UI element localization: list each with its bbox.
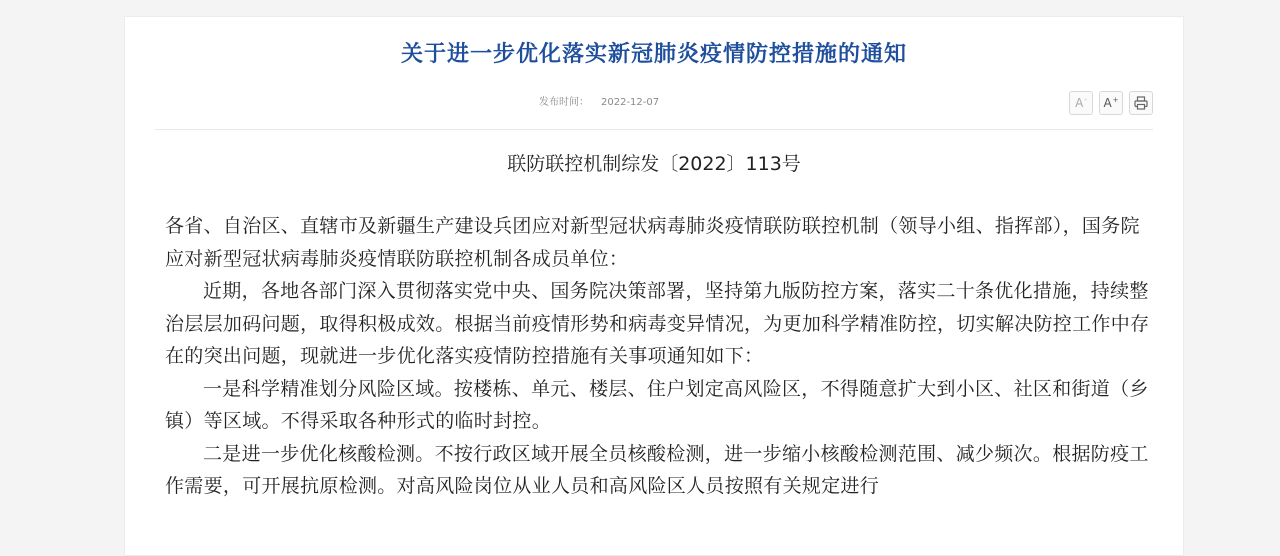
body-paragraph: 各省、自治区、直辖市及新疆生产建设兵团应对新型冠状病毒肺炎疫情联防联控机制（领导小组、指挥部），国务院应对新型冠状病毒肺炎疫情联防联控机制各成员单位： [165, 215, 1140, 270]
article-toolbar [1069, 91, 1153, 115]
document-number: 联防联控机制综发〔2022〕113号 [507, 153, 801, 175]
publish-label: 发布时间： [539, 97, 589, 108]
body-paragraph: 一是科学精准划分风险区域。按楼栋、单元、楼层、住户划定高风险区，不得随意扩大到小区、社区和街道（乡镇）等区域。不得采取各种形式的临时封控。 [165, 377, 1149, 432]
header-divider [155, 129, 1153, 130]
body-paragraph: 近期，各地各部门深入贯彻落实党中央、国务院决策部署，坚持第九版防控方案，落实二十条优化措施，持续整治层层加码问题，取得积极成效。根据当前疫情形势和病毒变异情况，为更加科学精准防控，切实解决防控工作中存在的突出问题，现就进一步优化落实疫情防控措施有关事项通知如下： [165, 280, 1150, 367]
font-smaller-icon: A- [1075, 96, 1087, 110]
print-button[interactable] [1129, 91, 1153, 115]
publish-date: 2022-12-07 [601, 97, 660, 108]
article-body [165, 210, 1150, 503]
font-larger-icon: A+ [1103, 96, 1119, 110]
article-title: 关于进一步优化落实新冠肺炎疫情防控措施的通知 [400, 42, 907, 67]
font-larger-button[interactable] [1099, 91, 1123, 115]
font-smaller-button[interactable] [1069, 91, 1093, 115]
body-paragraph: 二是进一步优化核酸检测。不按行政区域开展全员核酸检测，进一步缩小核酸检测范围、减少频次。根据防疫工作需要，可开展抗原检测。对高风险岗位从业人员和高风险区人员按照有关规定进行 [165, 442, 1149, 497]
printer-icon [1134, 96, 1148, 110]
article-page [124, 16, 1184, 556]
publish-meta [539, 93, 659, 108]
